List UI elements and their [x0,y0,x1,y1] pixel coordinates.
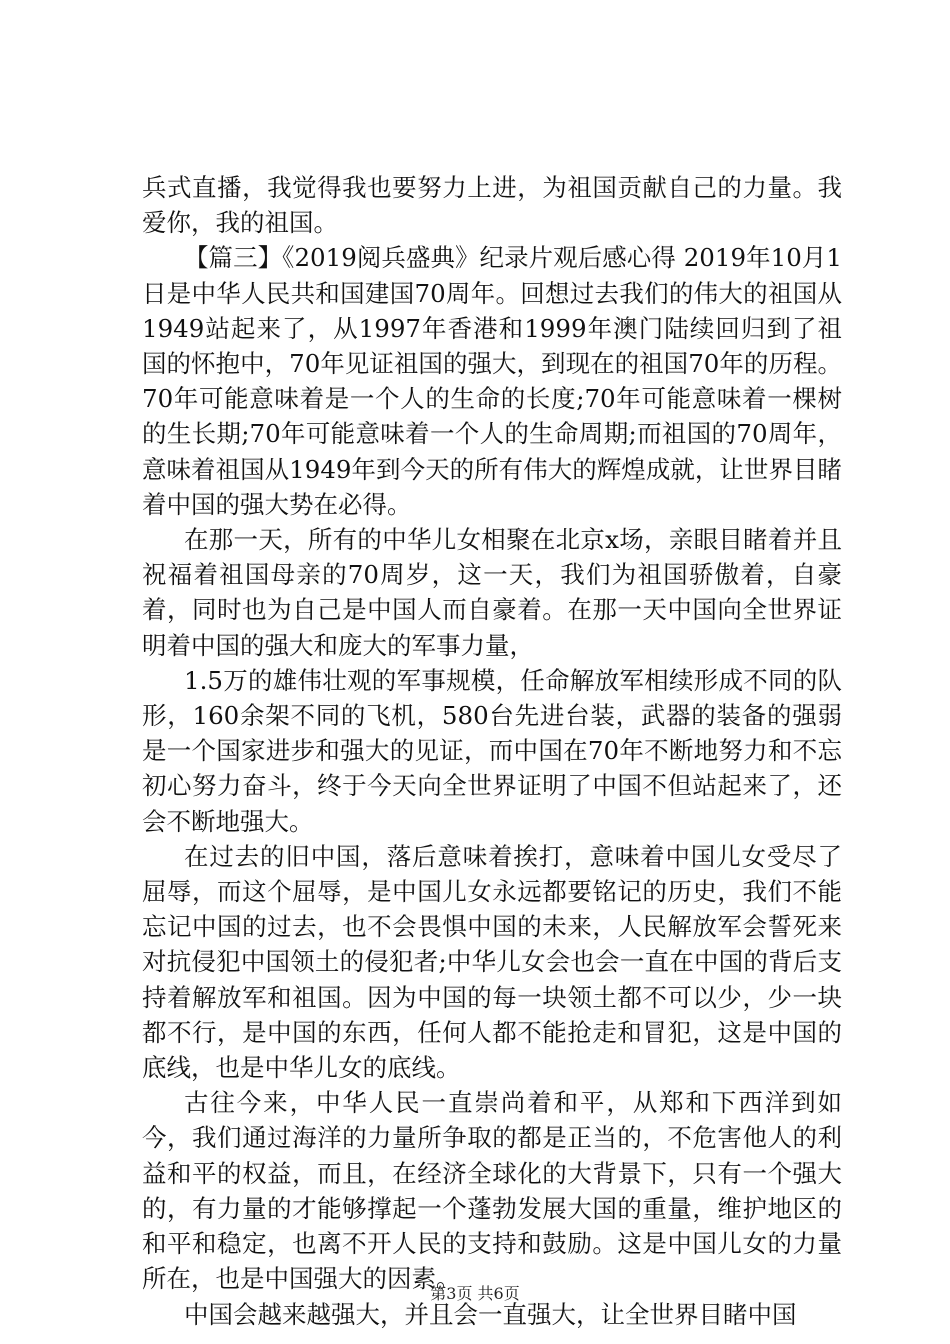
document-body [142,170,842,1332]
paragraph-military-scale: 1.5万的雄伟壮观的军事规模，任命解放军相续形成不同的队形，160余架不同的飞机，580台先进台装，武器的装备的强弱是一个国家进步和强大的见证，而中国在70年不断地努力和不忘初心努力奋斗，终于今天向全世界证明了中国不但站起来了，还会不断地强大。 [142,665,842,836]
page-number-footer: 第3页 共6页 [430,1284,520,1303]
paragraph-future: 中国会越来越强大，并且会一直强大，让全世界目睹中国 [184,1299,797,1329]
paragraph-that-day: 在那一天，所有的中华儿女相聚在北京x场，亲眼目睹着并且祝福着祖国母亲的70周岁，这一天，我们为祖国骄傲着，自豪着，同时也为自己是中国人而自豪着。在那一天中国向全世界证明着中国的强大和庞大的军事力量， [142,525,842,660]
paragraph-old-china: 在过去的旧中国，落后意味着挨打，意味着中国儿女受尽了屈辱，而这个屈辱，是中国儿女永远都要铭记的历史，我们不能忘记中国的过去，也不会畏惧中国的未来，人民解放军会誓死来对抗侵犯中国领土的侵犯者;中华儿女会也会一直在中国的背后支持着解放军和祖国。因为中国的每一块领土都不可以少，少一块都不行，是中国的东西，任何人都不能抢走和冒犯，这是中国的底线，也是中华儿女的底线。 [142,841,842,1083]
paragraph-section-three-intro: 【篇三】《2019阅兵盛典》纪录片观后感心得 2019年10月1日是中华人民共和国建国70周年。回想过去我们的伟大的祖国从1949站起来了，从1997年香港和1999年澳门陆续回归到了祖国的怀抱中，70年见证祖国的强大，到现在的祖国70年的历程。70年可能意味着是一个人的生命的长度;70年可能意味着一棵树的生长期;70年可能意味着一个人的生命周期;而祖国的70周年，意味着祖国从1949年到今天的所有伟大的辉煌成就，让世界目睹着中国的强大势在必得。 [142,243,842,519]
paragraph-peace: 古往今来，中华人民一直崇尚着和平，从郑和下西洋到如今，我们通过海洋的力量所争取的都是正当的，不危害他人的利益和平的权益，而且，在经济全球化的大背景下，只有一个强大的，有力量的才能够撑起一个蓬勃发展大国的重量，维护地区的和平和稳定，也离不开人民的支持和鼓励。这是中国儿女的力量所在，也是中国强大的因素。 [142,1088,842,1294]
paragraph-continuation: 兵式直播，我觉得我也要努力上进，为祖国贡献自己的力量。我爱你，我的祖国。 [142,173,842,238]
